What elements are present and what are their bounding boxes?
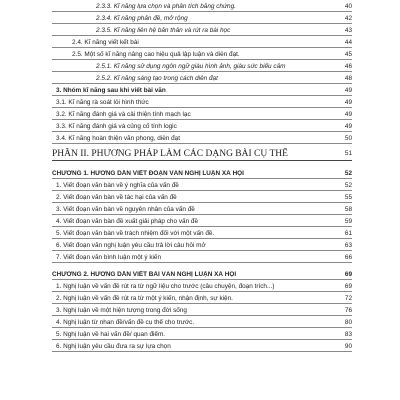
toc-label: 2.5.1. Kĩ năng sử dụng ngôn ngữ giàu hình ảnh, giàu sức biểu cảm — [96, 63, 286, 70]
toc-row[interactable] — [52, 0, 352, 12]
toc-page-number: 76 — [344, 307, 352, 314]
toc-page-number: 63 — [344, 241, 352, 249]
toc-label: 3.2. Kĩ năng đánh giá và cải thiện tính mạch lạc — [56, 111, 191, 118]
toc-page-number: 69 — [344, 271, 352, 278]
toc-row[interactable] — [52, 280, 352, 292]
toc-label: 2. Nghị luận về vấn đề rút ra từ một ý kiến, nhận định, sự kiện. — [56, 295, 233, 302]
toc-page-number: 49 — [344, 111, 352, 118]
toc-label: 7. Viết đoạn văn bình luận một ý kiến — [56, 253, 162, 261]
toc-part-heading[interactable] — [52, 144, 352, 161]
toc-row[interactable] — [52, 36, 352, 48]
toc-label: 3. Viết đoạn văn bàn về nguyên nhân của vấn đề — [56, 205, 195, 213]
toc-page-number: 49 — [344, 99, 352, 106]
toc-page-number: 49 — [344, 123, 352, 130]
toc-page-number: 52 — [344, 169, 352, 177]
toc-row[interactable] — [52, 48, 352, 60]
chapter-title: CHƯƠNG 2. HƯỚNG DẪN VIẾT BÀI VĂN NGHỊ LUẬN XÃ HỘI — [52, 271, 237, 278]
toc-label: 2.5. Một số kĩ năng nâng cao hiệu quả lập luận và diễn đạt. — [72, 51, 240, 58]
toc-label: 3. Nhóm kĩ năng sau khi viết bài văn — [56, 87, 166, 94]
toc-page-number: 59 — [344, 217, 352, 225]
toc-label: 5. Viết đoạn văn bàn về trách nhiệm đối với một vấn đề. — [56, 229, 215, 237]
toc-page-number: 80 — [344, 319, 352, 326]
table-of-contents — [52, 0, 352, 352]
part-title: PHẦN II. PHƯƠNG PHÁP LÀM CÁC DẠNG BÀI CỤ THỂ — [52, 149, 288, 159]
toc-row[interactable] — [52, 328, 352, 340]
toc-row[interactable] — [52, 96, 352, 108]
toc-label: 1. Viết đoạn văn bàn về ý nghĩa của vấn đề — [56, 181, 179, 189]
toc-page-number: 49 — [344, 87, 352, 94]
toc-chapter-heading[interactable] — [52, 268, 352, 281]
toc-label: 3. Nghị luận về một hiện tượng trong đời sống — [56, 307, 187, 314]
toc-label: 2.3.4. Kĩ năng phản đề, mở rộng — [96, 15, 188, 22]
toc-page-number: 50 — [344, 135, 352, 142]
toc-page-number: 51 — [344, 150, 352, 157]
toc-page-number: 46 — [344, 63, 352, 70]
toc-page-number: 83 — [344, 331, 352, 338]
toc-label: 2. Viết đoạn văn bàn về tác hại của vấn đề — [56, 193, 177, 201]
toc-row[interactable] — [52, 24, 352, 36]
toc-page-number: 61 — [344, 229, 352, 237]
toc-label: 2.3.3. Kĩ năng lựa chọn và phân tích bằng chứng. — [96, 3, 236, 10]
toc-row[interactable] — [52, 84, 352, 96]
toc-label: 2.3.5. Kĩ năng liên hệ bản thân và rút ra bài học — [96, 27, 231, 34]
toc-label: 2.5.2. Kĩ năng sáng tạo trong cách diễn đạt — [96, 75, 218, 82]
toc-label: 3.3. Kĩ năng đánh giá và củng cố tính logic — [56, 123, 177, 130]
toc-label: 5. Nghị luận về hai vấn đề/ quan điểm. — [56, 331, 166, 338]
toc-page-number: 69 — [344, 283, 352, 290]
toc-page-number: 45 — [344, 51, 352, 58]
toc-row[interactable] — [52, 191, 352, 203]
toc-row[interactable] — [52, 72, 352, 84]
toc-page-number: 90 — [344, 343, 352, 350]
chapter-title: CHƯƠNG 1. HƯỚNG DẪN VIẾT ĐOẠN VĂN NGHỊ LUẬN XÃ HỘI — [52, 169, 244, 177]
toc-label: 3.1. Kĩ năng rà soát lỗi hình thức — [56, 99, 149, 106]
toc-page-number: 40 — [344, 3, 352, 10]
toc-page-number: 72 — [344, 295, 352, 302]
toc-row[interactable] — [52, 251, 352, 263]
toc-row[interactable] — [52, 227, 352, 239]
toc-row[interactable] — [52, 60, 352, 72]
toc-page-number: 43 — [344, 27, 352, 34]
toc-label: 4. Nghị luận từ nhan đề/vấn đề cụ thể cho trước. — [56, 319, 195, 326]
toc-label: 6. Viết đoạn văn nghị luận yêu cầu trả lời câu hỏi mở — [56, 241, 206, 249]
toc-row[interactable] — [52, 340, 352, 352]
toc-page-number: 52 — [344, 181, 352, 189]
toc-row[interactable] — [52, 132, 352, 144]
toc-label: 3.4. Kĩ năng hoàn thiện văn phong, diễn đạt — [56, 135, 181, 142]
toc-row[interactable] — [52, 12, 352, 24]
toc-row[interactable] — [52, 179, 352, 191]
toc-row[interactable] — [52, 292, 352, 304]
toc-page-number: 55 — [344, 193, 352, 201]
toc-row[interactable] — [52, 239, 352, 251]
toc-row[interactable] — [52, 304, 352, 316]
toc-page-number: 44 — [344, 39, 352, 46]
toc-chapter-heading[interactable] — [52, 166, 352, 179]
toc-page-number: 66 — [344, 253, 352, 261]
toc-row[interactable] — [52, 120, 352, 132]
toc-page-number: 42 — [344, 15, 352, 22]
toc-row[interactable] — [52, 316, 352, 328]
toc-row[interactable] — [52, 215, 352, 227]
toc-row[interactable] — [52, 203, 352, 215]
toc-row[interactable] — [52, 108, 352, 120]
toc-label: 4. Viết đoạn văn bàn đề xuất giải pháp cho vấn đề — [56, 217, 199, 225]
toc-label: 2.4. Kĩ năng viết kết bài — [72, 39, 139, 46]
toc-label: 6. Nghị luận yêu cầu đưa ra sự lựa chọn — [56, 343, 171, 350]
toc-page-number: 48 — [344, 75, 352, 82]
toc-label: 1. Nghị luận về vấn đề rút ra từ ngữ liệu cho trước (câu chuyện, đoạn trích...) — [56, 283, 275, 290]
toc-page-number: 58 — [344, 205, 352, 213]
